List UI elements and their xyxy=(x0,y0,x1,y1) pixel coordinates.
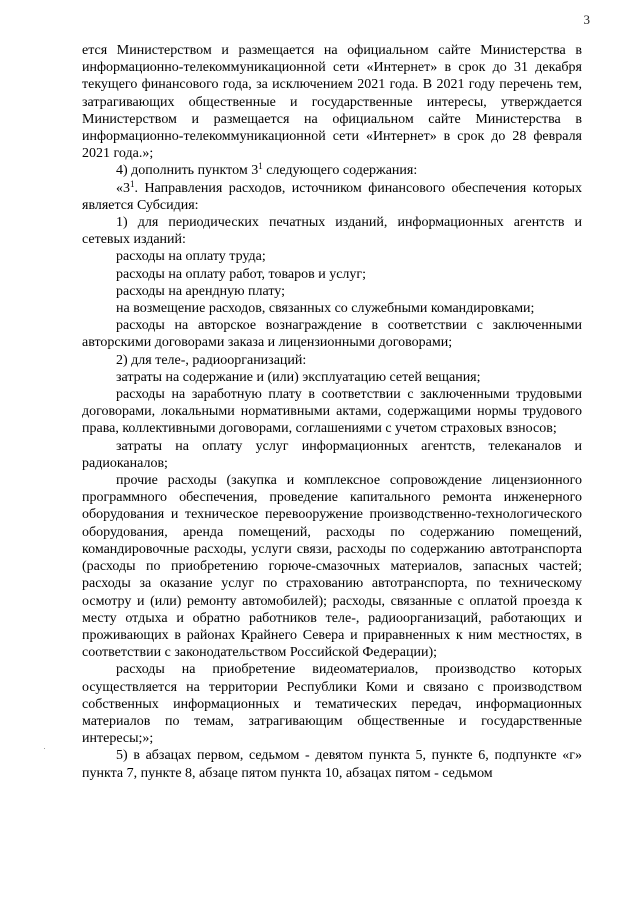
paragraph: расходы на приобретение видеоматериалов, производство которых осуществляется на территории Республики Коми и связано с производством собственных информационных и тематических передач, информационных материалов по темам, затрагивающим общественные и государственные интересы;»; xyxy=(82,662,582,747)
scan-speck xyxy=(44,748,45,749)
paragraph: 5) в абзацах первом, седьмом - девятом пункта 5, пункте 6, подпункте «г» пункта 7, пункте 8, абзаце пятом пункта 10, абзацах пятом - седьмом xyxy=(82,748,582,781)
document-body xyxy=(82,42,582,782)
paragraph: на возмещение расходов, связанных со служебными командировками; xyxy=(116,301,535,317)
paragraph: затраты на содержание и (или) эксплуатацию сетей вещания; xyxy=(116,369,481,385)
superscript: 1 xyxy=(130,178,135,189)
paragraph: ется Министерством и размещается на официальном сайте Министерства в информационно-телекоммуникационной сети «Интернет» в срок до 31 декабря текущего финансового года, за исключением 2021 года. В 2021 году перечень тем, затрагивающих общественные и государственные интересы, утверждается Министерством и размещается на официальном сайте Министерства в информационно-телекоммуникационной сети «Интернет» в срок до 28 февраля 2021 года.»; xyxy=(82,43,582,162)
paragraph: расходы на заработную плату в соответствии с заключенными трудовыми договорами, локальными нормативными актами, содержащими нормы трудового права, коллективными договорами, соглашениями с учетом страховых взносов; xyxy=(82,387,582,437)
paragraph: прочие расходы (закупка и комплексное сопровождение лицензионного программного обеспечения, проведение капитального ремонта инженерного оборудования и техническое перевооружение производственно-технологического оборудования, аренда помещений, расходы по содержанию помещений, командировочные расходы, услуги связи, расходы по содержанию автотранспорта (расходы по приобретению горюче-смазочных материалов, запасных частей; расходы за оказание услуг по страхованию автотранспорта, по техническому осмотру и (или) ремонту автомобилей); расходы, связанные с оплатой проезда к месту отдыха и обратно работников теле-, радиоорганизаций, работающих и проживающих в районах Крайнего Севера и приравненных к ним местностях, в соответствии с законодательством Российской Федерации); xyxy=(82,473,582,661)
paragraph: расходы на авторское вознаграждение в соответствии с заключенными авторскими договорами заказа и лицензионными договорами; xyxy=(82,318,582,351)
paragraph: расходы на оплату труда; xyxy=(116,249,266,265)
paragraph-text: следующего содержания: xyxy=(262,163,418,179)
paragraph: расходы на оплату работ, товаров и услуг; xyxy=(116,266,367,282)
paragraph-text: . Направления расходов, источником финансового обеспечения которых является Субсидия: xyxy=(82,180,582,213)
paragraph: 2) для теле-, радиоорганизаций: xyxy=(116,352,307,368)
paragraph: затраты на оплату услуг информационных агентств, телеканалов и радиоканалов; xyxy=(82,438,582,471)
superscript: 1 xyxy=(258,161,263,172)
page-number: 3 xyxy=(583,12,590,27)
paragraph-text: 4) дополнить пунктом 3 xyxy=(116,163,259,179)
paragraph: расходы на арендную плату; xyxy=(116,283,286,299)
paragraph xyxy=(82,162,582,179)
paragraph: 1) для периодических печатных изданий, информационных агентств и сетевых изданий: xyxy=(82,215,582,248)
paragraph xyxy=(82,180,582,214)
paragraph-text: «3 xyxy=(116,180,130,196)
